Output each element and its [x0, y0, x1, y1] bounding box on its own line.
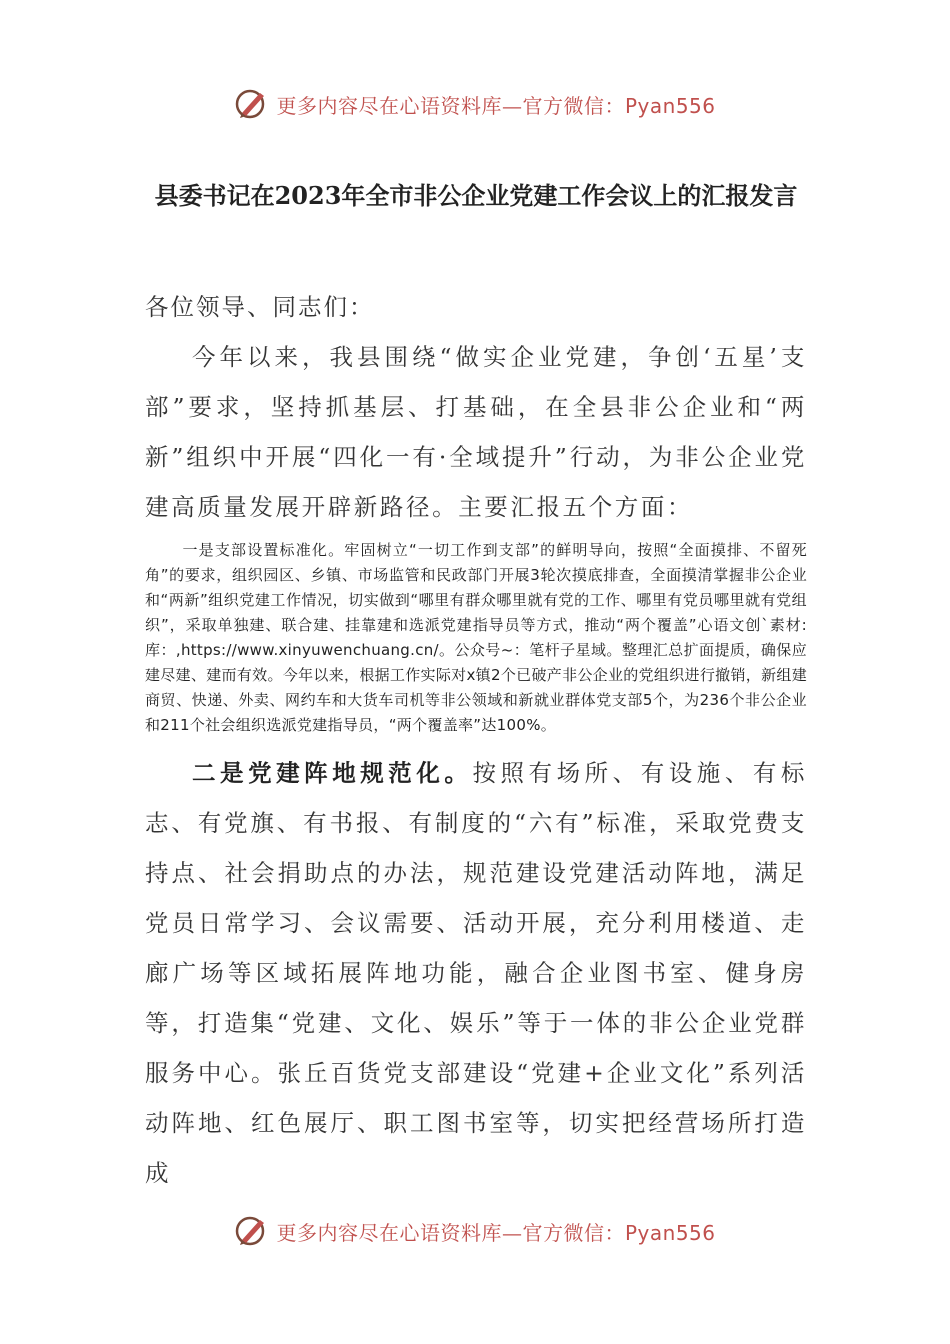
document-body [145, 282, 807, 1198]
watermark-text: 更多内容尽在心语资料库—官方微信：Pyan556 [276, 93, 716, 118]
section-1-paragraph: 一是支部设置标准化。牢固树立“一切工作到支部”的鲜明导向，按照“全面摸排、不留死角”的要求，组织园区、乡镇、市场监管和民政部门开展3轮次摸底排查，全面摸清掌握非公企业和“两新”组织党建工作情况，切实做到“哪里有群众哪里就有党的工作、哪里有党员哪里就有党组织”，采取单独建、联合建、挂靠建和选派党建指导员等方式，推动“两个覆盖”心语文创`素材:库：,https://www.xinyuwenchuang.cn/。公众号~：笔杆子星域。整理汇总扩面提质，确保应建尽建、建而有效。今年以来，根据工作实际对x镇2个已破产非公企业的党组织进行撤销，新组建商贸、快递、外卖、网约车和大货车司机等非公领域和新就业群体党支部5个，为236个非公企业和211个社会组织选派党建指导员，“两个覆盖率”达100%。 [145, 541, 807, 734]
pen-logo-icon [234, 87, 270, 121]
section-2-body: 按照有场所、有设施、有标志、有党旗、有书报、有制度的“六有”标准，采取党费支持点、社会捐助点的办法，规范建设党建活动阵地，满足党员日常学习、会议需要、活动开展，充分利用楼道、走廊广场等区域拓展阵地功能，融合企业图书室、健身房等，打造集“党建、文化、娱乐”等于一体的非公企业党群服务中心。张丘百货党支部建设“党建+企业文化”系列活动阵地、红色展厅、职工图书室等，切实把经营场所打造成 [145, 759, 808, 1187]
footer-watermark [0, 1211, 950, 1251]
intro-paragraph: 今年以来，我县围绕“做实企业党建，争创‘五星’支部”要求，坚持抓基层、打基础，在全县非公企业和“两新”组织中开展“四化一有·全域提升”行动，为非公企业党建高质量发展开辟新路径。主要汇报五个方面： [145, 343, 807, 521]
section-2-paragraph [145, 748, 807, 1198]
wechat-id: Pyan556 [624, 1220, 716, 1245]
header-watermark [0, 84, 950, 124]
section-2-lead: 二是党建阵地规范化。 [192, 759, 473, 787]
wechat-id: Pyan556 [624, 93, 716, 118]
pen-logo-icon [234, 1214, 270, 1248]
document-title: 县委书记在2023年全市非公企业党建工作会议上的汇报发言 [154, 181, 798, 210]
watermark-text: 更多内容尽在心语资料库—官方微信：Pyan556 [276, 1220, 716, 1245]
salutation: 各位领导、同志们： [145, 293, 375, 321]
